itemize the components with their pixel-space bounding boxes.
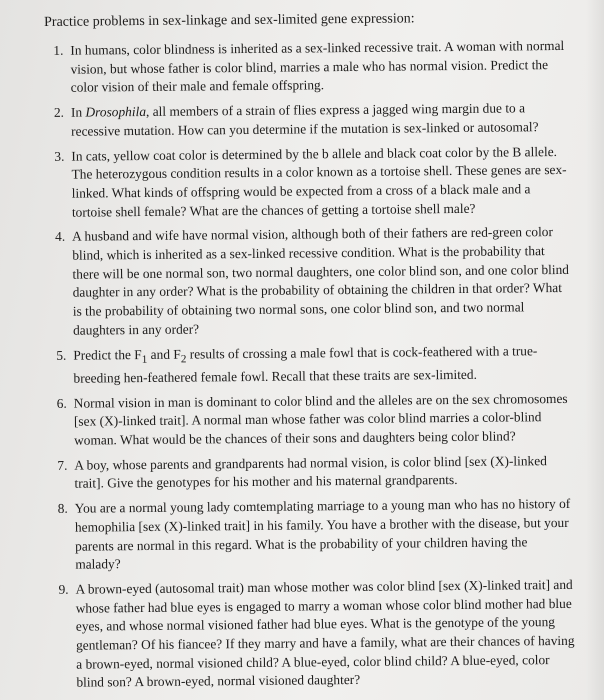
problem-number: 3. [54,148,65,164]
page-title: Practice problems in sex-linkage and sex-limited gene expression: [44,11,415,30]
italic-term: Drosophila [85,104,147,120]
problem-number: 2. [53,104,65,120]
problem-text: You are a normal young lady comtemplating marriage to a young man who has no history of hemophilia [sex (X)-linked trait] in his family. You have a brother with the disease, but your parents are normal in this regard. What is the probability of your children having the malady? [74,496,571,572]
document-body [38,9,577,699]
problem-5 [41,341,573,388]
problem-text: In humans, color blindness is inherited as a sex-linked recessive trait. A woman with normal vision, but whose father is color blind, marries a male who has normal vision. Predict the color vision of their male and female offspring. [70,37,565,96]
problem-list [38,37,576,693]
subscript: 2 [180,352,187,365]
problem-7 [42,452,574,495]
problem-text: A boy, whose parents and grandparents had normal vision, is color blind [sex (X)-linked trait]. Give the genotypes for his mother and his maternal grandparents. [74,452,547,492]
problem-text [73,343,537,386]
problem-4 [40,223,573,340]
problem-text: A brown-eyed (autosomal trait) man whose mother was color blind [sex (X)-linked trait] and whose father had blue eyes is engaged to marry a woman whose color blind mother had blue eyes, and whose normal visioned father had blue eyes. What is the genotype of the young gentleman? Of his fiancee? If they marry and have a family, what are their chances of having a brown-eyed, normal visioned child? A blue-eyed, color blind child? A blue-eyed, color blind son? A brown-eyed, normal visioned daughter? [75,576,575,691]
problem-6 [42,390,575,451]
problem-number: 9. [58,581,69,597]
problem-number: 5. [56,347,67,363]
subscript: 1 [141,353,148,366]
problem-text: Normal vision in man is dominant to color blind and the alleles are on the sex chromosomes [sex (X)-linked trait]. A normal man whose father was color blind marries a color-blind woman. What would be the chances of their sons and daughters being color blind? [73,390,568,448]
problem-number: 4. [55,229,66,245]
text-segment: Predict the F [73,346,142,363]
problem-number: 6. [56,395,67,411]
problem-8 [43,495,576,575]
problem-2 [39,99,571,142]
problem-text [71,100,539,138]
problem-number: 1. [53,42,64,58]
problem-number: 7. [57,457,68,473]
problem-number: 8. [57,500,68,516]
problem-3 [39,142,572,222]
text-segment: results of crossing a male fowl that is cock-feathered with a true-breeding hen-feathered female fowl. Recall that these traits are sex-limited. [73,342,538,386]
text-segment: In [70,104,86,120]
problem-text: In cats, yellow coat color is determined by the b allele and black coat color by the B allele. The heterozygous condition results in a color known as a tortoise shell. These genes are sex-linked. What kinds of offspring would be expected from a cross of a black male and a tortoise shell female? What are the chances of getting a tortoise shell male? [71,143,567,220]
problem-9 [43,576,576,693]
problem-1 [38,37,571,98]
page-shadow [586,0,604,700]
text-segment: , all members of a strain of flies express a jagged wing margin due to a recessive mutation. How can you determine if the mutation is sex-linked or autosomal? [71,100,539,139]
problem-text: A husband and wife have normal vision, although both of their fathers are red-green color blind, which is inherited as a sex-linked recessive condition. What is the probability that there will be one normal son, two normal daughters, one color blind son, and one color blind daughter in any order? What is the probability of obtaining the children in that order? What is the probability of obtaining two normal sons, one color blind son, and two normal daughters in any order? [72,224,570,338]
text-segment: and F [147,346,181,362]
